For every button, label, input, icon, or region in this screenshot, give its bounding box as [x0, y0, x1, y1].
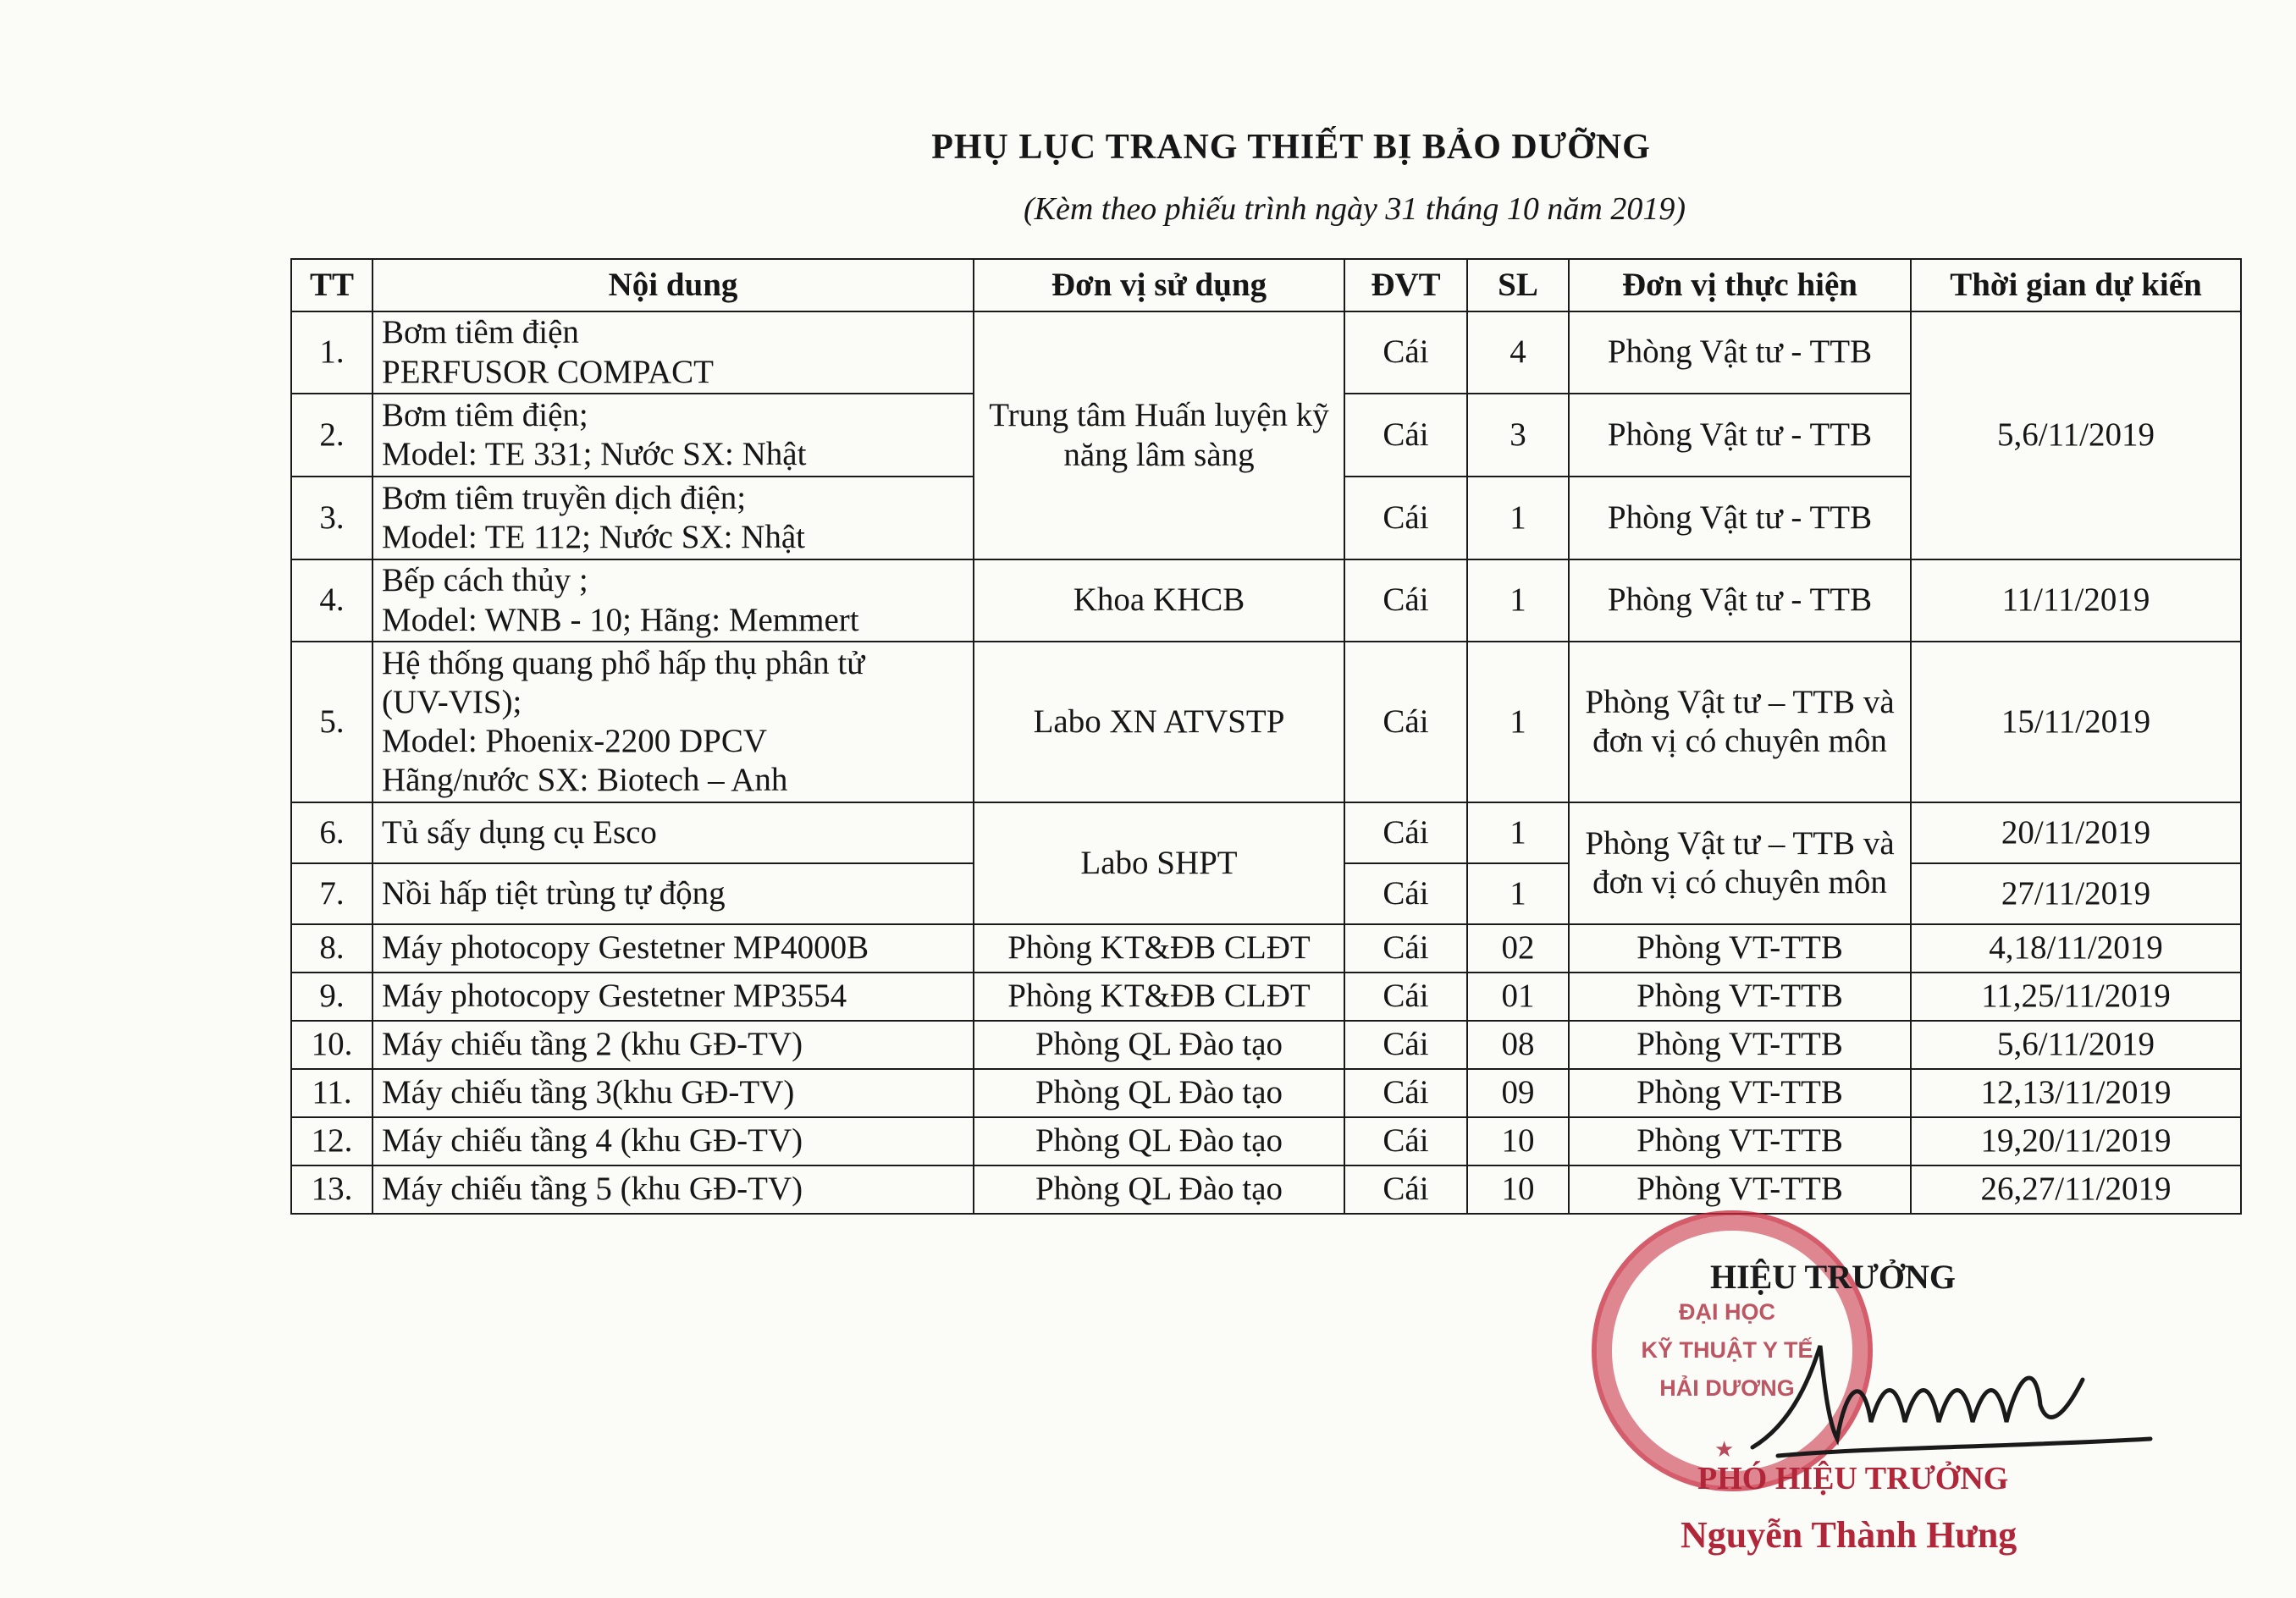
cell-executor: Phòng VT-TTB	[1569, 1021, 1911, 1069]
cell-tt: 10.	[291, 1021, 373, 1069]
signer-role-vice-principal: PHÓ HIỆU TRƯỞNG	[1697, 1461, 2009, 1496]
content-line: PERFUSOR COMPACT	[382, 353, 714, 390]
cell-unit-of-use: Trung tâm Huấn luyện kỹ năng lâm sàng	[974, 311, 1344, 559]
cell-time: 5,6/11/2019	[1911, 1021, 2241, 1069]
cell-dvt: Cái	[1344, 642, 1467, 802]
table-row	[291, 1069, 2241, 1117]
cell-sl: 01	[1467, 973, 1569, 1021]
cell-sl: 1	[1467, 802, 1569, 863]
cell-dvt: Cái	[1344, 559, 1467, 642]
cell-time: 15/11/2019	[1911, 642, 2241, 802]
cell-executor: Phòng Vật tư - TTB	[1569, 311, 1911, 394]
table-row	[291, 973, 2241, 1021]
cell-executor: Phòng VT-TTB	[1569, 973, 1911, 1021]
cell-dvt: Cái	[1344, 924, 1467, 973]
cell-content: Máy photocopy Gestetner MP4000B	[373, 924, 974, 973]
cell-tt: 13.	[291, 1165, 373, 1214]
cell-content	[373, 642, 974, 802]
cell-dvt: Cái	[1344, 973, 1467, 1021]
cell-tt: 1.	[291, 311, 373, 394]
cell-content: Máy chiếu tầng 5 (khu GĐ-TV)	[373, 1165, 974, 1214]
cell-time: 11,25/11/2019	[1911, 973, 2241, 1021]
table-header-row	[291, 259, 2241, 311]
cell-unit-of-use: Labo SHPT	[974, 802, 1344, 924]
header-unit-of-use: Đơn vị sử dụng	[974, 259, 1344, 311]
content-line: Model: TE 331; Nước SX: Nhật	[382, 436, 807, 472]
cell-tt: 7.	[291, 863, 373, 924]
seal-line: ĐẠI HỌC	[1679, 1299, 1775, 1325]
cell-content: Máy chiếu tầng 4 (khu GĐ-TV)	[373, 1117, 974, 1165]
cell-executor: Phòng Vật tư - TTB	[1569, 394, 1911, 477]
cell-sl: 3	[1467, 394, 1569, 477]
content-line: Bơm tiêm truyền dịch điện;	[382, 479, 747, 516]
cell-sl: 1	[1467, 477, 1569, 559]
cell-executor: Phòng VT-TTB	[1569, 1069, 1911, 1117]
cell-time: 27/11/2019	[1911, 863, 2241, 924]
content-line: Model: Phoenix-2200 DPCV	[382, 723, 768, 759]
cell-unit-of-use: Phòng KT&ĐB CLĐT	[974, 973, 1344, 1021]
cell-dvt: Cái	[1344, 311, 1467, 394]
table-row	[291, 1021, 2241, 1069]
table-row	[291, 311, 2241, 394]
cell-executor: Phòng VT-TTB	[1569, 924, 1911, 973]
cell-executor: Phòng VT-TTB	[1569, 1117, 1911, 1165]
content-line: Model: WNB - 10; Hãng: Memmert	[382, 601, 859, 638]
table-row	[291, 642, 2241, 802]
cell-tt: 5.	[291, 642, 373, 802]
cell-content: Máy chiếu tầng 3(khu GĐ-TV)	[373, 1069, 974, 1117]
cell-dvt: Cái	[1344, 394, 1467, 477]
cell-executor: Phòng Vật tư - TTB	[1569, 477, 1911, 559]
cell-tt: 9.	[291, 973, 373, 1021]
cell-dvt: Cái	[1344, 477, 1467, 559]
cell-executor: Phòng Vật tư – TTB và đơn vị có chuyên môn	[1569, 642, 1911, 802]
cell-sl: 09	[1467, 1069, 1569, 1117]
cell-time: 19,20/11/2019	[1911, 1117, 2241, 1165]
cell-content: Máy chiếu tầng 2 (khu GĐ-TV)	[373, 1021, 974, 1069]
cell-unit-of-use: Phòng QL Đào tạo	[974, 1165, 1344, 1214]
signer-role-principal: HIỆU TRƯỞNG	[1710, 1258, 1957, 1296]
cell-executor: Phòng Vật tư – TTB và đơn vị có chuyên môn	[1569, 802, 1911, 924]
cell-sl: 10	[1467, 1165, 1569, 1214]
cell-dvt: Cái	[1344, 1021, 1467, 1069]
cell-tt: 8.	[291, 924, 373, 973]
cell-tt: 11.	[291, 1069, 373, 1117]
cell-content	[373, 477, 974, 559]
content-line: (UV-VIS);	[382, 683, 522, 720]
content-line: Hãng/nước SX: Biotech – Anh	[382, 762, 788, 799]
cell-executor: Phòng Vật tư - TTB	[1569, 559, 1911, 642]
table-row	[291, 559, 2241, 642]
cell-sl: 1	[1467, 642, 1569, 802]
cell-unit-of-use: Phòng QL Đào tạo	[974, 1117, 1344, 1165]
cell-time: 4,18/11/2019	[1911, 924, 2241, 973]
cell-tt: 4.	[291, 559, 373, 642]
cell-tt: 3.	[291, 477, 373, 559]
cell-time: 11/11/2019	[1911, 559, 2241, 642]
header-sl: SL	[1467, 259, 1569, 311]
table-row	[291, 802, 2241, 863]
table-row	[291, 1117, 2241, 1165]
content-line: Model: TE 112; Nước SX: Nhật	[382, 519, 805, 555]
cell-content	[373, 394, 974, 477]
cell-dvt: Cái	[1344, 1117, 1467, 1165]
cell-sl: 1	[1467, 559, 1569, 642]
cell-sl: 4	[1467, 311, 1569, 394]
cell-unit-of-use: Phòng KT&ĐB CLĐT	[974, 924, 1344, 973]
cell-unit-of-use: Khoa KHCB	[974, 559, 1344, 642]
content-line: Bơm tiêm điện;	[382, 396, 588, 433]
cell-content: Tủ sấy dụng cụ Esco	[373, 802, 974, 863]
header-tt: TT	[291, 259, 373, 311]
cell-dvt: Cái	[1344, 863, 1467, 924]
equipment-table	[290, 258, 2242, 1215]
seal-line: KỸ THUẬT Y TẾ	[1641, 1337, 1813, 1363]
content-line: Bơm tiêm điện	[382, 314, 579, 351]
cell-unit-of-use: Labo XN ATVSTP	[974, 642, 1344, 802]
document-title: PHỤ LỤC TRANG THIẾT BỊ BẢO DƯỠNG	[931, 128, 1651, 167]
cell-dvt: Cái	[1344, 802, 1467, 863]
content-line: Hệ thống quang phổ hấp thụ phân tử	[382, 644, 865, 681]
seal-line: HẢI DƯƠNG	[1659, 1375, 1795, 1401]
seal-star-icon: ★	[1714, 1437, 1735, 1462]
cell-content	[373, 311, 974, 394]
cell-tt: 6.	[291, 802, 373, 863]
cell-content	[373, 559, 974, 642]
handwritten-signature	[1744, 1320, 2167, 1473]
cell-sl: 10	[1467, 1117, 1569, 1165]
cell-tt: 12.	[291, 1117, 373, 1165]
header-time: Thời gian dự kiến	[1911, 259, 2241, 311]
cell-tt: 2.	[291, 394, 373, 477]
cell-unit-of-use: Phòng QL Đào tạo	[974, 1069, 1344, 1117]
header-dvt: ĐVT	[1344, 259, 1467, 311]
signature-block	[1575, 1210, 2294, 1598]
cell-sl: 08	[1467, 1021, 1569, 1069]
cell-time: 12,13/11/2019	[1911, 1069, 2241, 1117]
header-executor: Đơn vị thực hiện	[1569, 259, 1911, 311]
cell-content: Máy photocopy Gestetner MP3554	[373, 973, 974, 1021]
signer-name: Nguyễn Thành Hưng	[1681, 1514, 2017, 1556]
header-content: Nội dung	[373, 259, 974, 311]
document-subtitle: (Kèm theo phiếu trình ngày 31 tháng 10 năm 2019)	[1023, 191, 1686, 227]
cell-time: 20/11/2019	[1911, 802, 2241, 863]
cell-unit-of-use: Phòng QL Đào tạo	[974, 1021, 1344, 1069]
content-line: Bếp cách thủy ;	[382, 562, 588, 599]
cell-executor: Phòng VT-TTB	[1569, 1165, 1911, 1214]
cell-time: 5,6/11/2019	[1911, 311, 2241, 559]
table-row	[291, 1165, 2241, 1214]
cell-dvt: Cái	[1344, 1165, 1467, 1214]
cell-content: Nồi hấp tiệt trùng tự động	[373, 863, 974, 924]
cell-dvt: Cái	[1344, 1069, 1467, 1117]
table-row	[291, 924, 2241, 973]
cell-sl: 02	[1467, 924, 1569, 973]
cell-time: 26,27/11/2019	[1911, 1165, 2241, 1214]
cell-sl: 1	[1467, 863, 1569, 924]
